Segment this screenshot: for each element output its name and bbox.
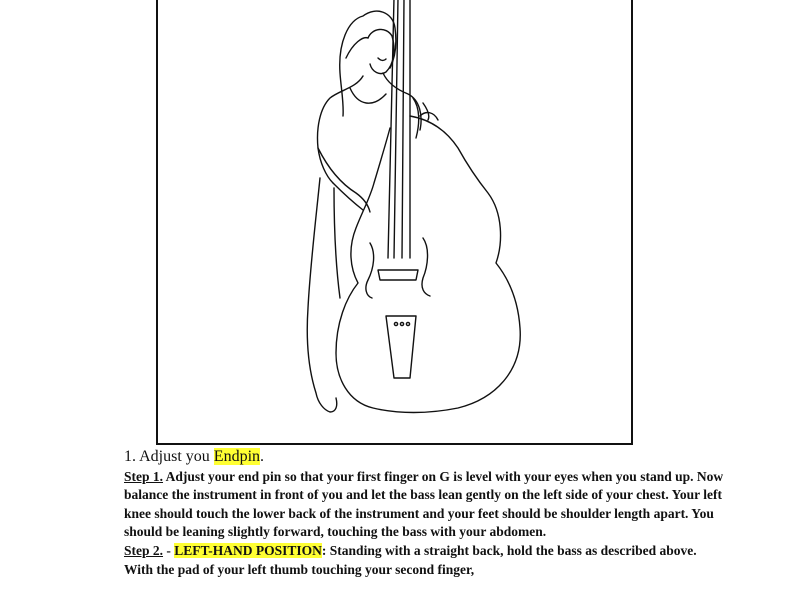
illustration-frame	[156, 0, 633, 445]
bass-bridge	[378, 270, 418, 280]
instruction-heading: 1. Adjust you Endpin.	[124, 448, 265, 465]
bassist-illustration	[158, 0, 633, 445]
player-left-arm	[318, 148, 370, 212]
bass-body	[336, 116, 520, 413]
player-torso	[318, 76, 364, 183]
left-hand-position-highlight: LEFT-HAND POSITION	[174, 542, 322, 558]
step-1-paragraph: Step 1. Adjust your end pin so that your first finger on G is level with your eyes when you stand up. Now balance the instrument in front of you and let the bass lean gently on the left side of your chest. Your left knee should touch the lower back of the instrument and your feet should be shoulder length apart. You should be leaning slightly forward, touching the bass with your abdomen.	[124, 468, 724, 540]
player-legs	[307, 178, 340, 412]
f-hole-right	[422, 238, 430, 296]
endpin-highlight: Endpin	[213, 448, 261, 465]
instruction-text	[124, 448, 724, 579]
bass-neck	[388, 0, 410, 258]
f-hole-left	[366, 243, 374, 298]
player-hair	[340, 11, 396, 116]
step-2-paragraph: Step 2. - LEFT-HAND POSITION: Standing with a straight back, hold the bass as described above. With the pad of your left thumb touching your second finger,	[124, 542, 697, 577]
step-2-label: Step 2.	[124, 542, 164, 558]
step-1-label: Step 1.	[124, 468, 164, 484]
player-face	[368, 29, 394, 73]
